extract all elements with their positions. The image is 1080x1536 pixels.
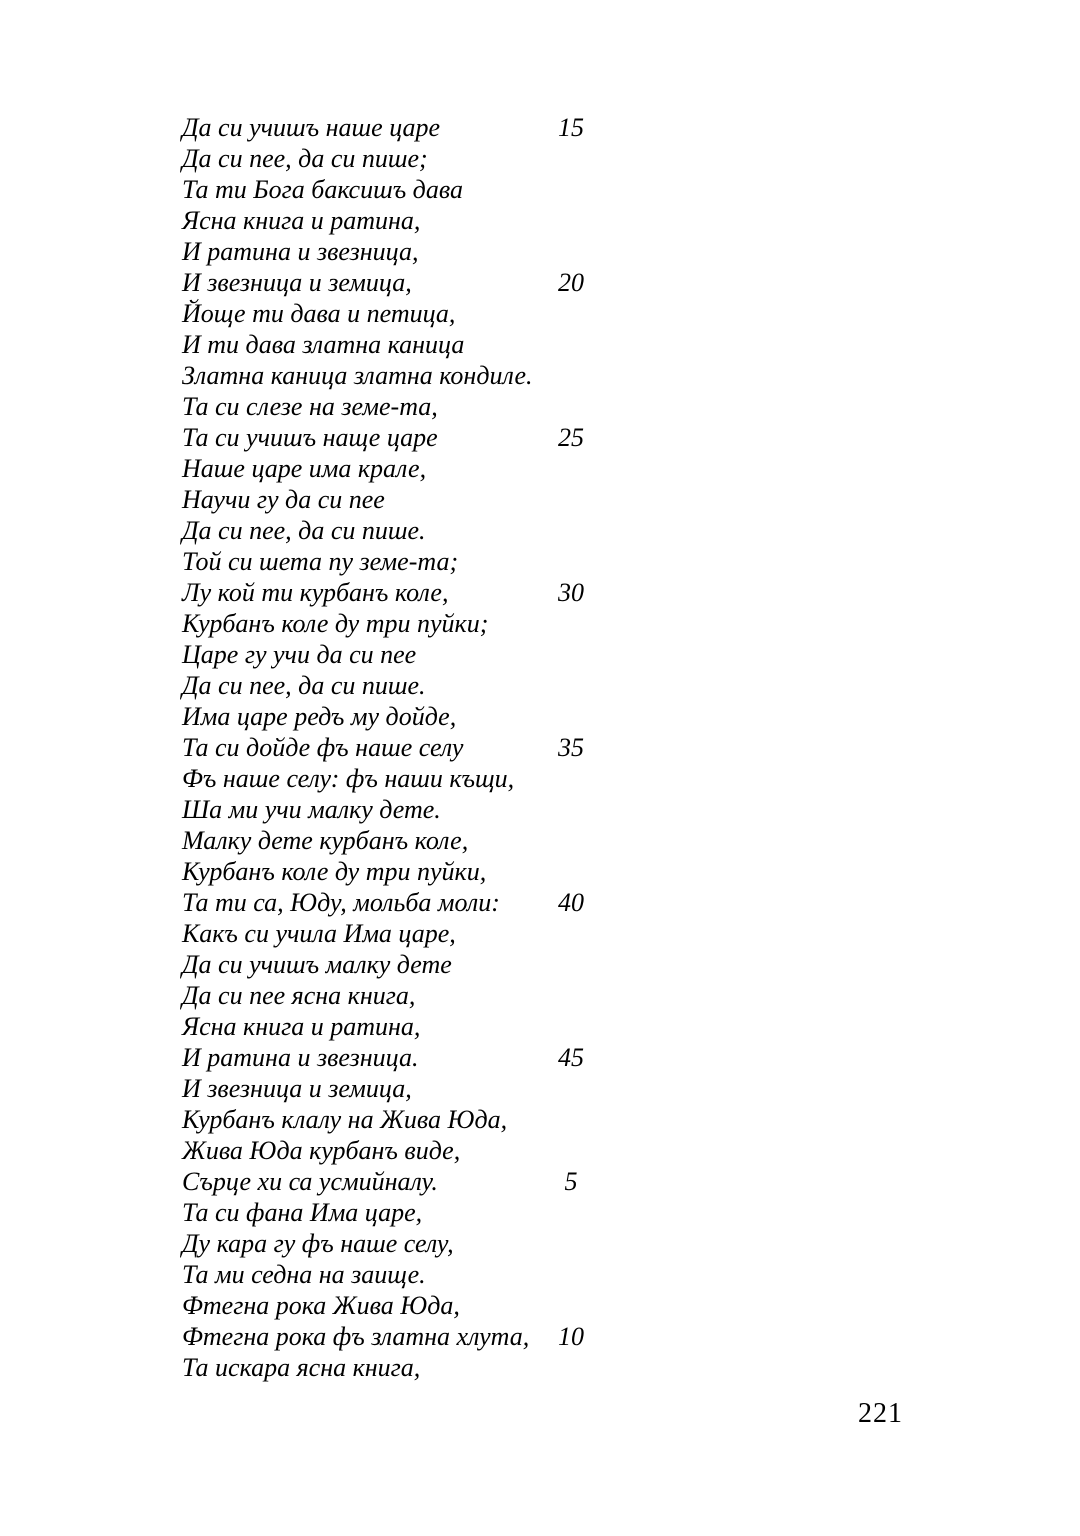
verse-text: Та ти са, Юду, мольба моли: [182,888,500,917]
verse-line [182,1135,602,1166]
verse-text: Та искара ясна книга, [182,1353,421,1382]
verse-text: Ясна книга и ратина, [182,1012,421,1041]
verse-line-number: 35 [558,733,584,762]
verse-line [182,825,602,856]
page-number: 221 [858,1398,903,1429]
verse-line [182,329,602,360]
verse-line [182,112,602,143]
verse-text: Ду кара гу фъ наше селу, [182,1229,454,1258]
verse-text: Научи гу да си пее [182,485,385,514]
verse-line [182,484,602,515]
verse-line-number: 15 [558,113,584,142]
verse-line [182,1228,602,1259]
verse-line-number: 45 [558,1043,584,1072]
verse-line [182,887,602,918]
verse-line [182,1042,602,1073]
verse-text: Курбанъ клалу на Жива Юда, [182,1105,508,1134]
verse-line [182,1352,602,1383]
verse-line [182,453,602,484]
verse-text: Та си фана Има царе, [182,1198,423,1227]
verse-text: Фъ наше селу: фъ наши къщи, [182,764,515,793]
verse-line-number: 10 [558,1322,584,1351]
verse-text: Какъ си учила Има царе, [182,919,456,948]
verse-text: Царе гу учи да си пее [182,640,417,669]
verse-line [182,918,602,949]
verse-line [182,949,602,980]
verse-line [182,298,602,329]
verse-text: Йоще ти дава и петица, [182,299,456,328]
verse-text: Да си пее, да си пише. [182,516,426,545]
verse-text: Златна каница златна кондиле. [182,361,533,390]
poem-block [182,112,602,1383]
verse-line [182,763,602,794]
verse-line [182,1104,602,1135]
verse-line [182,794,602,825]
verse-line [182,732,602,763]
verse-text: Та си слезе на земе-та, [182,392,438,421]
verse-text: Жива Юда курбанъ виде, [182,1136,461,1165]
verse-line [182,360,602,391]
verse-line [182,980,602,1011]
verse-text: Курбанъ коле ду три пуйки; [182,609,489,638]
verse-line [182,267,602,298]
verse-text: Ша ми учи малку дете. [182,795,441,824]
verse-text: Да си учишъ наше царе [182,113,441,142]
verse-line [182,391,602,422]
verse-line [182,608,602,639]
verse-line [182,236,602,267]
verse-line [182,701,602,732]
verse-text: Лу кой ти курбанъ коле, [182,578,449,607]
verse-line [182,639,602,670]
verse-line [182,1290,602,1321]
verse-line [182,515,602,546]
verse-text: И ти дава златна каница [182,330,465,359]
verse-text: И звезница и земица, [182,268,412,297]
verse-text: И ратина и звезница. [182,1043,419,1072]
verse-text: Ясна книга и ратина, [182,206,421,235]
verse-text: Та си дойде фъ наше селу [182,733,464,762]
verse-text: Та ми седна на заище. [182,1260,426,1289]
verse-line [182,546,602,577]
verse-text: Фтегна рока фъ златна хлута, [182,1322,530,1351]
verse-text: Има царе редъ му дойде, [182,702,457,731]
verse-line-number: 25 [558,423,584,452]
verse-text: Сърце хи са усмийналу. [182,1167,438,1196]
verse-line [182,577,602,608]
verse-text: Да си учишъ малку дете [182,950,452,979]
verse-text: Фтегна рока Жива Юда, [182,1291,460,1320]
verse-text: И звезница и земица, [182,1074,412,1103]
verse-line [182,205,602,236]
verse-line [182,174,602,205]
verse-line [182,1011,602,1042]
verse-text: И ратина и звезница, [182,237,419,266]
verse-line [182,422,602,453]
verse-line [182,670,602,701]
verse-text: Та си учишъ наще царе [182,423,438,452]
verse-text: Курбанъ коле ду три пуйки, [182,857,487,886]
verse-text: Та ти Бога баксишъ дава [182,175,463,204]
verse-line [182,1197,602,1228]
verse-text: Да си пее, да си пише. [182,671,426,700]
verse-line [182,856,602,887]
verse-text: Той си шета пу земе-та; [182,547,459,576]
verse-line [182,1259,602,1290]
verse-text: Малку дете курбанъ коле, [182,826,469,855]
verse-line [182,143,602,174]
verse-line-number: 30 [558,578,584,607]
verse-text: Да си пее, да си пише; [182,144,428,173]
verse-line [182,1321,602,1352]
verse-line [182,1166,602,1197]
verse-text: Да си пее ясна книга, [182,981,416,1010]
verse-line-number: 40 [558,888,584,917]
verse-line [182,1073,602,1104]
verse-line-number: 20 [558,268,584,297]
verse-line-number: 5 [564,1167,578,1196]
verse-text: Наше царе има крале, [182,454,427,483]
